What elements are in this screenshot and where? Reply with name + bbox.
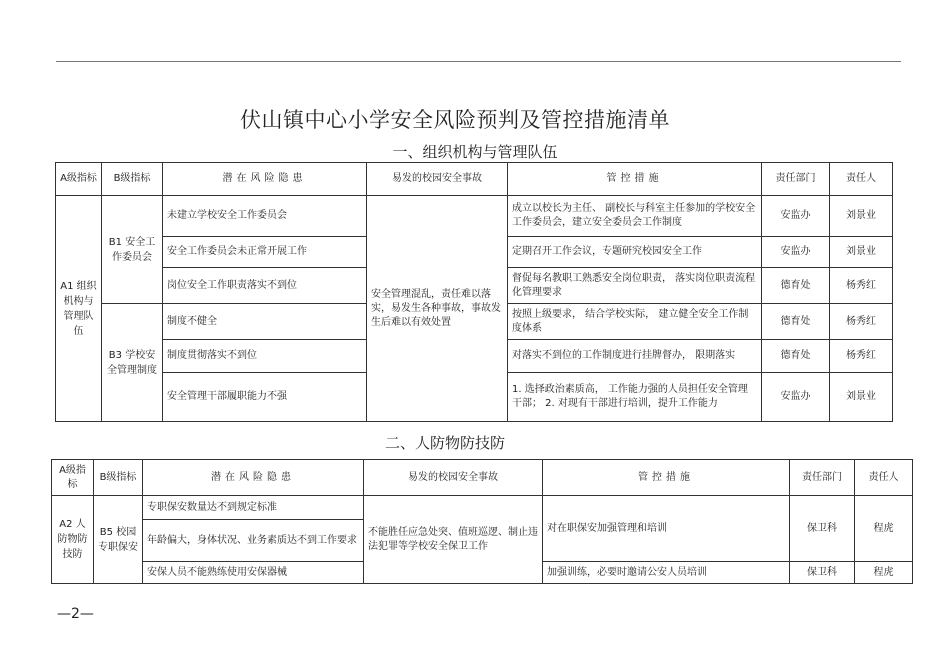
table-row-person: 杨秀红 (830, 340, 893, 373)
top-rule (56, 61, 901, 62)
header-person: 责任人 (855, 460, 913, 496)
header-person: 责任人 (830, 163, 893, 196)
table-row-person: 刘景业 (830, 373, 893, 422)
table-row-dept: 德育处 (762, 340, 830, 373)
a2-indicator: A2 人防物防技防 (52, 496, 94, 584)
table-row-hazard: 安全管理干部履职能力不强 (163, 373, 367, 422)
person-text: 程虎 (855, 562, 913, 584)
b3-indicator: B3 学校安全管理制度 (102, 304, 163, 422)
header-measures: 管控措施 (543, 460, 790, 496)
table-row-hazard: 制度贯彻落实不到位 (163, 340, 367, 373)
table-row-hazard: 年龄偏大，身体状况、业务素质达不到工作要求 (143, 520, 364, 562)
header-hazard: 潜在风险隐患 (163, 163, 367, 196)
table-row-person: 杨秀红 (830, 304, 893, 340)
header-a-level: A级指标 (56, 163, 102, 196)
person-text: 程虎 (855, 496, 913, 562)
table-row-hazard: 专职保安数量达不到规定标准 (143, 496, 364, 520)
table-row-measure: 督促每名教职工熟悉安全岗位职责， 落实岗位职责流程化管理要求 (508, 268, 762, 304)
section1-heading: 一、组织机构与管理队伍 (392, 143, 558, 161)
header-hazard: 潜在风险隐患 (143, 460, 364, 496)
dept-text: 保卫科 (790, 562, 855, 584)
table-row-measure: 成立以校长为主任、 副校长与科室主任参加的学校安全工作委员会，建立安全委员会工作制度 (508, 196, 762, 237)
table-row-measure: 对落实不到位的工作制度进行挂牌督办， 限期落实 (508, 340, 762, 373)
header-department: 责任部门 (790, 460, 855, 496)
section2-table (51, 459, 913, 584)
table-row-dept: 安监办 (762, 237, 830, 268)
accident-text: 不能胜任应急处突、值班巡逻、制止违法犯罪等学校安全保卫工作 (364, 496, 543, 584)
measure-text: 加强训练，必要时邀请公安人员培训 (543, 562, 790, 584)
b1-indicator: B1 安全工作委员会 (102, 196, 163, 304)
table-row-measure: 按照上级要求， 结合学校实际， 建立健全安全工作制度体系 (508, 304, 762, 340)
page-number: —2— (57, 606, 94, 622)
header-accident: 易发的校园安全事故 (367, 163, 508, 196)
table-row-dept: 安监办 (762, 373, 830, 422)
header-department: 责任部门 (762, 163, 830, 196)
dept-text: 保卫科 (790, 496, 855, 562)
header-a-level: A级指标 (52, 460, 94, 496)
accident-text: 安全管理混乱，责任难以落实，易发生各种事故，事故发生后难以有效处置 (367, 196, 508, 422)
a1-indicator: A1 组织机构与管理队伍 (56, 196, 102, 422)
table-row-dept: 安监办 (762, 196, 830, 237)
table-row-hazard: 制度不健全 (163, 304, 367, 340)
header-measures: 管控措施 (508, 163, 762, 196)
table-row-person: 杨秀红 (830, 268, 893, 304)
header-accident: 易发的校园安全事故 (364, 460, 543, 496)
b5-indicator: B5 校园专职保安 (94, 496, 143, 584)
table-row-dept: 德育处 (762, 304, 830, 340)
measure-text: 对在职保安加强管理和培训 (543, 496, 790, 562)
section1-table (55, 162, 893, 422)
table-row-hazard: 安保人员不能熟练使用安保器械 (143, 562, 364, 584)
table-row-hazard: 安全工作委员会未正常开展工作 (163, 237, 367, 268)
page-title: 伏山镇中心小学安全风险预判及管控措施清单 (240, 108, 670, 132)
table-row-person: 刘景业 (830, 196, 893, 237)
table-row-measure: 1. 选择政治素质高， 工作能力强的人员担任安全管理干部； 2. 对现有干部进行培训，提升工作能力 (508, 373, 762, 422)
table-row-measure: 定期召开工作会议，专题研究校园安全工作 (508, 237, 762, 268)
table-row-dept: 德育处 (762, 268, 830, 304)
table-row-person: 刘景业 (830, 237, 893, 268)
table-row-hazard: 岗位安全工作职责落实不到位 (163, 268, 367, 304)
table-row-hazard: 未建立学校安全工作委员会 (163, 196, 367, 237)
header-b-level: B级指标 (102, 163, 163, 196)
section2-heading: 二、人防物防技防 (384, 434, 505, 452)
header-b-level: B级指标 (94, 460, 143, 496)
